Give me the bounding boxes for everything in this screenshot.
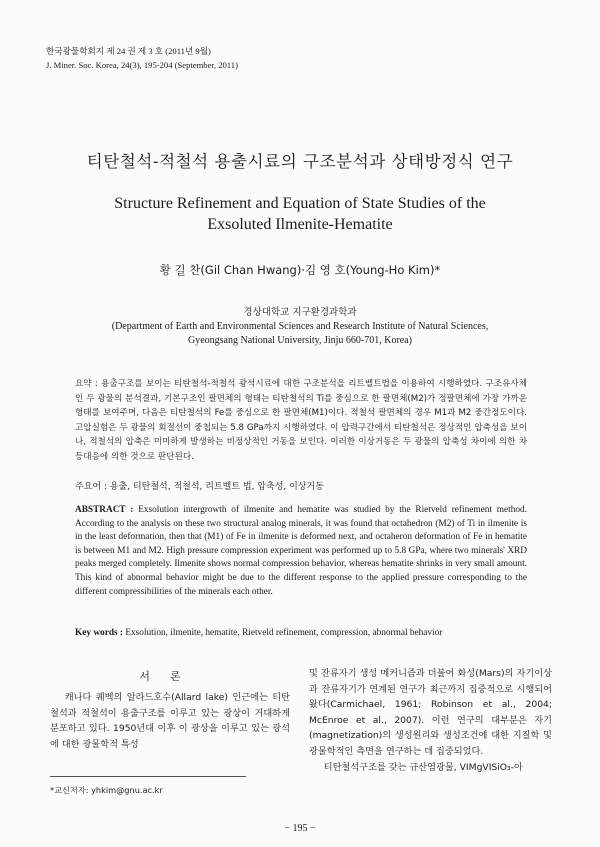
title-korean: 티탄철석-적철석 용출시료의 구조분석과 상태방정식 연구 xyxy=(86,152,514,171)
title-english xyxy=(40,193,560,235)
abstract-english-label: ABSTRACT : xyxy=(75,505,139,515)
keywords-korean-label: 주요어 : xyxy=(75,482,110,492)
affiliation-korean: 경상대학교 지구환경과학과 xyxy=(243,307,357,318)
journal-line-korean: 한국광물학회지 제 24 권 제 3 호 (2011년 9월) xyxy=(46,46,211,56)
affiliation-english-line2: Gyeongsang National University, Jinju 660-701, Korea) xyxy=(187,335,413,346)
author-list: 황 길 찬(Gil Chan Hwang)·김 영 호(Young-Ho Kim)* xyxy=(159,263,441,277)
keywords-korean xyxy=(75,479,527,492)
keywords-english-label: Key words : xyxy=(75,628,126,638)
keywords-english xyxy=(75,628,527,638)
journal-citation xyxy=(46,44,238,72)
journal-line-english: J. Miner. Soc. Korea, 24(3), 195-204 (September, 2011) xyxy=(46,60,238,70)
body-text-left-column xyxy=(50,690,290,752)
keywords-english-text: Exsolution, ilmenite, hematite, Rietveld refinement, compression, abnormal behavior xyxy=(125,628,443,638)
page-number: − 195 − xyxy=(284,823,316,834)
body-text-right-column xyxy=(309,666,552,775)
footnote-corresponding-author: *교신저자: yhkim@gnu.ac.kr xyxy=(50,785,163,795)
body-paragraph: 캐나다 퀘벡의 알라드호수(Allard lake) 인근에는 티탄철석과 적철석이 용출구조를 이루고 있는 광상이 거대하게 분포하고 있다. 1950년대 이후 이 광상을 이루고 있는 광석에 대한 광물학적 특성 xyxy=(50,692,290,750)
title-english-line2: Exsoluted Ilmenite-Hematite xyxy=(207,216,393,233)
abstract-korean-text: 용출구조를 보이는 티탄철석-적철석 광석시료에 대한 구조분석을 리트벨트법을 이용하여 시행하였다. 구조유사체인 두 광물의 분석결과, 기본구조인 팔면체의 형태는 티탄철석의 Ti를 중심으로 한 팔면체(M2)가 정팔면체에 가장 가까운 형태를 보여주며, 다음은 티탄철석의 Fe를 중심으로 한 팔면체(M1)이다. 적철석 팔면체의 경우 M1과 M2 중간정도이다. 고압실험은 두 광물의 회절선이 중첩되는 5.8 GPa까지 시행하였다. 이 압력구간에서 티탄철석은 정상적인 압축성을 보이나, 적철석의 압축은 미미하게 발생하는 비정상적인 거동을 보인다. 이러한 이상거동은 두 광물의 압축성 차이에 의한 차등대응에 의한 것으로 판단된다. xyxy=(75,379,528,462)
footnote-divider xyxy=(50,776,246,777)
body-paragraph: 티탄철석구조를 갖는 규산염광물, VIMgVISiO₃-아 xyxy=(323,761,523,773)
keywords-korean-text: 용출, 티탄철석, 적철석, 리트벨트 법, 압축성, 이상거동 xyxy=(109,482,324,492)
abstract-english xyxy=(75,504,527,599)
abstract-english-text: Exsolution intergrowth of ilmenite and hematite was studied by the Rietveld refinement method. According to the analysis on these two structural analog minerals, it was found that octahedron (M2) of Ti in ilmenite is in the least deformation, then that (M1) of Fe in ilmenite is deformed next, and octaheron deformation of Fe in hematite is between M1 and M2. High pressure compression experiment was performed up to 5.8 GPa, where two minerals' XRD peaks merged completely. Ilmenite shows normal compression behavior, whereas hematite shrinks in very small amount. This kind of abnormal behavior might be due to the different response to the applied pressure corresponding to the different compressibilities of the minerals each other. xyxy=(75,505,527,597)
abstract-korean-label: 요약 : xyxy=(75,379,102,389)
abstract-korean xyxy=(75,377,527,465)
body-paragraph: 및 잔류자기 생성 메커니즘과 더불어 화성(Mars)의 자기이상과 잔류자기가 연계된 연구가 최근까지 집중적으로 시행되어 왔다(Carmichael, 1961; Robinson et al., 2004; McEnroe et al., 2007). 이런 연구의 대부분은 자기(magnetization)의 생성원리와 생성조건에 대한 지질학 및 광물학적인 측면을 연구하는 데 집중되었다. xyxy=(309,668,552,757)
affiliation-english xyxy=(50,320,550,348)
section-heading-introduction: 서론 xyxy=(139,670,201,683)
title-english-line1: Structure Refinement and Equation of State Studies of the xyxy=(114,195,486,212)
affiliation-english-line1: (Department of Earth and Environmental Sciences and Research Institute of Natural Sciences, xyxy=(111,321,489,332)
